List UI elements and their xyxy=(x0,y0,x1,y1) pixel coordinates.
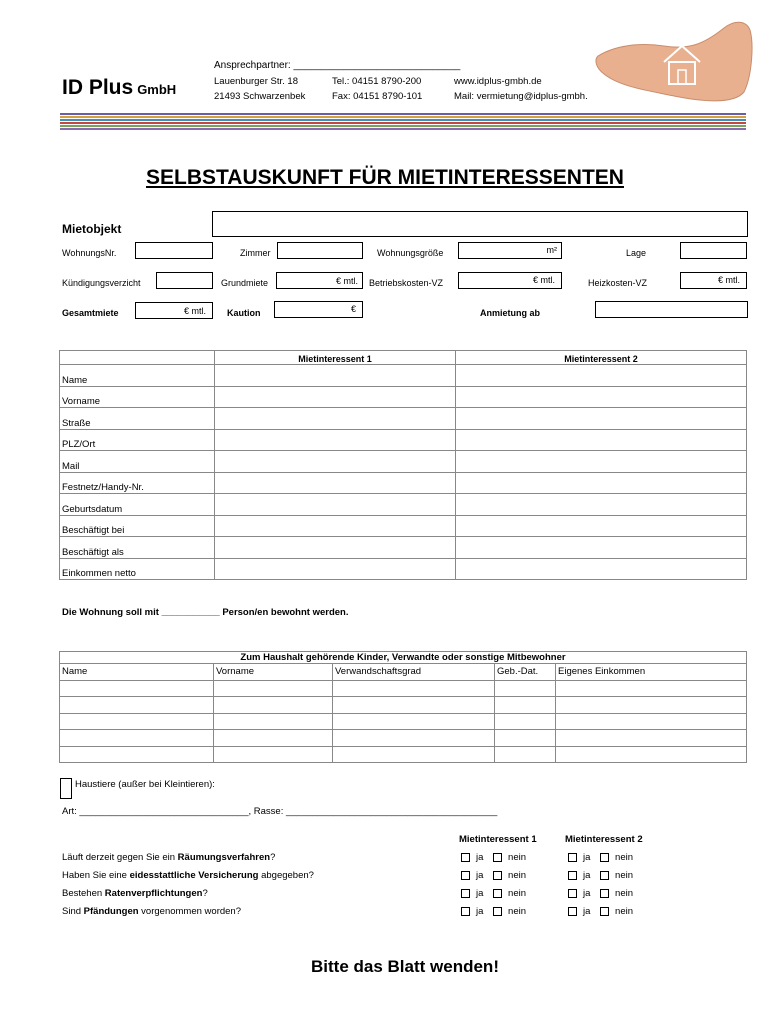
grundmiete-field[interactable] xyxy=(276,272,363,289)
table-row xyxy=(60,494,747,516)
table-cell[interactable] xyxy=(214,697,333,714)
header-applicant-2: Mietinteressent 2 xyxy=(456,351,747,365)
persons-count-line[interactable]: Die Wohnung soll mit ___________ Person/en bewohnt werden. xyxy=(62,607,349,618)
household-table xyxy=(59,651,747,763)
lage-label: Lage xyxy=(626,248,647,258)
col-verwandschaft: Verwandschaftsgrad xyxy=(333,664,495,681)
table-cell[interactable] xyxy=(495,713,556,730)
mietobjekt-label: Mietobjekt xyxy=(62,222,122,236)
heizkosten-unit: € mtl. xyxy=(717,275,740,285)
anmietung-field[interactable] xyxy=(595,301,748,318)
pets-art-line[interactable]: Art: ________________________________, Rasse: ________________________________________ xyxy=(62,806,498,817)
question-raten: Bestehen Ratenverpflichtungen? xyxy=(62,888,208,899)
address-city: 21493 Schwarzenbek xyxy=(214,91,306,102)
pets-checkbox[interactable] xyxy=(60,778,72,799)
lage-field[interactable] xyxy=(680,242,747,259)
heizkosten-field[interactable] xyxy=(680,272,747,289)
question-col-1: Mietinteressent 1 xyxy=(459,834,537,845)
checkbox-nein-1[interactable] xyxy=(493,853,502,862)
table-cell[interactable] xyxy=(60,746,214,763)
answers-row-3-m2: ja nein xyxy=(568,888,633,899)
table-cell[interactable] xyxy=(60,730,214,747)
table-cell[interactable] xyxy=(214,730,333,747)
table-cell[interactable] xyxy=(60,680,214,697)
answers-row-1-m2: ja nein xyxy=(568,852,633,863)
pets-label: Haustiere (außer bei Kleintieren): xyxy=(75,779,215,790)
wohnungsnr-field[interactable] xyxy=(135,242,213,259)
table-cell[interactable] xyxy=(556,680,747,697)
table-row xyxy=(60,472,747,494)
company-name: ID Plus xyxy=(62,76,134,99)
table-cell[interactable] xyxy=(333,746,495,763)
row-label: Festnetz/Handy-Nr. xyxy=(60,472,215,494)
mail-address[interactable]: Mail: vermietung@idplus-gmbh. xyxy=(454,91,588,102)
groesse-unit: m² xyxy=(546,245,557,255)
checkbox-ja-4-m2[interactable] xyxy=(568,907,577,916)
applicant-table-corner xyxy=(60,351,215,365)
question-raeumung: Läuft derzeit gegen Sie ein Räumungsverfahren? xyxy=(62,852,276,863)
table-cell[interactable] xyxy=(556,730,747,747)
applicant-1-cell[interactable] xyxy=(215,472,456,494)
checkbox-nein-3-m2[interactable] xyxy=(600,889,609,898)
applicant-2-cell[interactable] xyxy=(456,451,747,473)
applicant-2-cell[interactable] xyxy=(456,386,747,408)
checkbox-nein-4-m2[interactable] xyxy=(600,907,609,916)
phone-number: Tel.: 04151 8790-200 xyxy=(332,76,422,87)
checkbox-nein-4[interactable] xyxy=(493,907,502,916)
applicant-1-cell[interactable] xyxy=(215,365,456,387)
applicant-1-cell[interactable] xyxy=(215,494,456,516)
table-row xyxy=(60,386,747,408)
table-row xyxy=(60,451,747,473)
question-col-2: Mietinteressent 2 xyxy=(565,834,643,845)
table-row xyxy=(60,746,747,763)
row-label: Einkommen netto xyxy=(60,558,215,580)
table-cell[interactable] xyxy=(214,746,333,763)
answers-row-4: ja nein xyxy=(461,906,526,917)
betriebskosten-unit: € mtl. xyxy=(532,275,555,285)
table-row xyxy=(60,515,747,537)
mietobjekt-field[interactable] xyxy=(212,211,748,237)
table-cell[interactable] xyxy=(333,680,495,697)
kaution-field[interactable] xyxy=(274,301,363,318)
applicant-2-cell[interactable] xyxy=(456,365,747,387)
header-stripes xyxy=(60,113,746,133)
betriebskosten-field[interactable] xyxy=(458,272,562,289)
wohnungsnr-label: WohnungsNr. xyxy=(62,248,117,258)
table-cell[interactable] xyxy=(495,730,556,747)
header-applicant-1: Mietinteressent 1 xyxy=(215,351,456,365)
answers-row-4-m2: ja nein xyxy=(568,906,633,917)
answers-row-3: ja nein xyxy=(461,888,526,899)
footer-note: Bitte das Blatt wenden! xyxy=(311,957,499,976)
kaution-unit: € xyxy=(350,304,356,314)
row-label: Geburtsdatum xyxy=(60,494,215,516)
table-cell[interactable] xyxy=(60,697,214,714)
website-link[interactable]: www.idplus-gmbh.de xyxy=(454,76,542,87)
table-cell[interactable] xyxy=(556,697,747,714)
hand-house-logo-icon xyxy=(594,16,754,104)
table-cell[interactable] xyxy=(495,746,556,763)
page-title: SELBSTAUSKUNFT FÜR MIETINTERESSENTEN xyxy=(146,166,624,189)
checkbox-ja-4[interactable] xyxy=(461,907,470,916)
checkbox-nein-2[interactable] xyxy=(493,871,502,880)
table-row xyxy=(60,408,747,430)
table-cell[interactable] xyxy=(556,713,747,730)
applicant-2-cell[interactable] xyxy=(456,429,747,451)
question-versicherung: Haben Sie eine eidesstattliche Versicherung abgegeben? xyxy=(62,870,314,881)
table-cell[interactable] xyxy=(333,713,495,730)
col-vorname: Vorname xyxy=(214,664,333,681)
row-label: Mail xyxy=(60,451,215,473)
table-row xyxy=(60,697,747,714)
table-cell[interactable] xyxy=(495,697,556,714)
heizkosten-label: Heizkosten-VZ xyxy=(588,278,648,288)
applicant-1-cell[interactable] xyxy=(215,386,456,408)
table-row xyxy=(60,558,747,580)
answers-row-2: ja nein xyxy=(461,870,526,881)
row-label: PLZ/Ort xyxy=(60,429,215,451)
table-cell[interactable] xyxy=(214,713,333,730)
checkbox-nein-3[interactable] xyxy=(493,889,502,898)
applicant-2-cell[interactable] xyxy=(456,408,747,430)
applicant-1-cell[interactable] xyxy=(215,408,456,430)
checkbox-ja-1-m2[interactable] xyxy=(568,853,577,862)
applicant-1-cell[interactable] xyxy=(215,537,456,559)
answers-row-2-m2: ja nein xyxy=(568,870,633,881)
checkbox-ja-3[interactable] xyxy=(461,889,470,898)
applicant-1-cell[interactable] xyxy=(215,558,456,580)
kaution-label: Kaution xyxy=(227,308,261,318)
answers-row-1: ja nein xyxy=(461,852,526,863)
table-row xyxy=(60,680,747,697)
applicant-1-cell[interactable] xyxy=(215,429,456,451)
checkbox-ja-3-m2[interactable] xyxy=(568,889,577,898)
col-einkommen: Eigenes Einkommen xyxy=(556,664,747,681)
zimmer-field[interactable] xyxy=(277,242,363,259)
gesamtmiete-label: Gesamtmiete xyxy=(62,308,119,318)
table-row xyxy=(60,730,747,747)
applicant-1-cell[interactable] xyxy=(215,451,456,473)
checkbox-ja-1[interactable] xyxy=(461,853,470,862)
row-label: Name xyxy=(60,365,215,387)
anmietung-label: Anmietung ab xyxy=(480,308,540,318)
kuendigung-label: Kündigungsverzicht xyxy=(62,278,141,288)
grundmiete-label: Grundmiete xyxy=(221,278,269,288)
checkbox-nein-2-m2[interactable] xyxy=(600,871,609,880)
applicant-2-cell[interactable] xyxy=(456,494,747,516)
row-label: Vorname xyxy=(60,386,215,408)
col-name: Name xyxy=(60,664,214,681)
applicant-table xyxy=(59,350,747,580)
gesamtmiete-unit: € mtl. xyxy=(183,306,206,316)
zimmer-label: Zimmer xyxy=(240,248,271,258)
company-logo-text xyxy=(62,76,176,100)
table-row xyxy=(60,713,747,730)
contact-person-field[interactable]: Ansprechpartner: ______________________________ xyxy=(214,60,461,71)
grundmiete-unit: € mtl. xyxy=(335,276,358,286)
betriebskosten-label: Betriebskosten-VZ xyxy=(369,278,444,288)
groesse-label: Wohnungsgröße xyxy=(377,248,444,258)
table-cell[interactable] xyxy=(495,680,556,697)
row-label: Straße xyxy=(60,408,215,430)
table-row xyxy=(60,537,747,559)
kuendigung-field[interactable] xyxy=(156,272,213,289)
company-suffix: GmbH xyxy=(137,82,177,97)
groesse-field[interactable] xyxy=(458,242,562,259)
household-table-title: Zum Haushalt gehörende Kinder, Verwandte oder sonstige Mitbewohner xyxy=(60,652,747,664)
table-row xyxy=(60,365,747,387)
applicant-2-cell[interactable] xyxy=(456,558,747,580)
table-cell[interactable] xyxy=(556,746,747,763)
table-cell[interactable] xyxy=(60,713,214,730)
applicant-2-cell[interactable] xyxy=(456,472,747,494)
question-pfaendungen: Sind Pfändungen vorgenommen worden? xyxy=(62,906,241,917)
table-row xyxy=(60,429,747,451)
applicant-2-cell[interactable] xyxy=(456,537,747,559)
checkbox-nein-1-m2[interactable] xyxy=(600,853,609,862)
col-geburtsdatum: Geb.-Dat. xyxy=(495,664,556,681)
checkbox-ja-2[interactable] xyxy=(461,871,470,880)
row-label: Beschäftigt bei xyxy=(60,515,215,537)
fax-number: Fax: 04151 8790-101 xyxy=(332,91,423,102)
address-street: Lauenburger Str. 18 xyxy=(214,76,298,87)
table-cell[interactable] xyxy=(214,680,333,697)
gesamtmiete-field[interactable] xyxy=(135,302,213,319)
applicant-1-cell[interactable] xyxy=(215,515,456,537)
checkbox-ja-2-m2[interactable] xyxy=(568,871,577,880)
table-cell[interactable] xyxy=(333,730,495,747)
row-label: Beschäftigt als xyxy=(60,537,215,559)
applicant-2-cell[interactable] xyxy=(456,515,747,537)
table-cell[interactable] xyxy=(333,697,495,714)
